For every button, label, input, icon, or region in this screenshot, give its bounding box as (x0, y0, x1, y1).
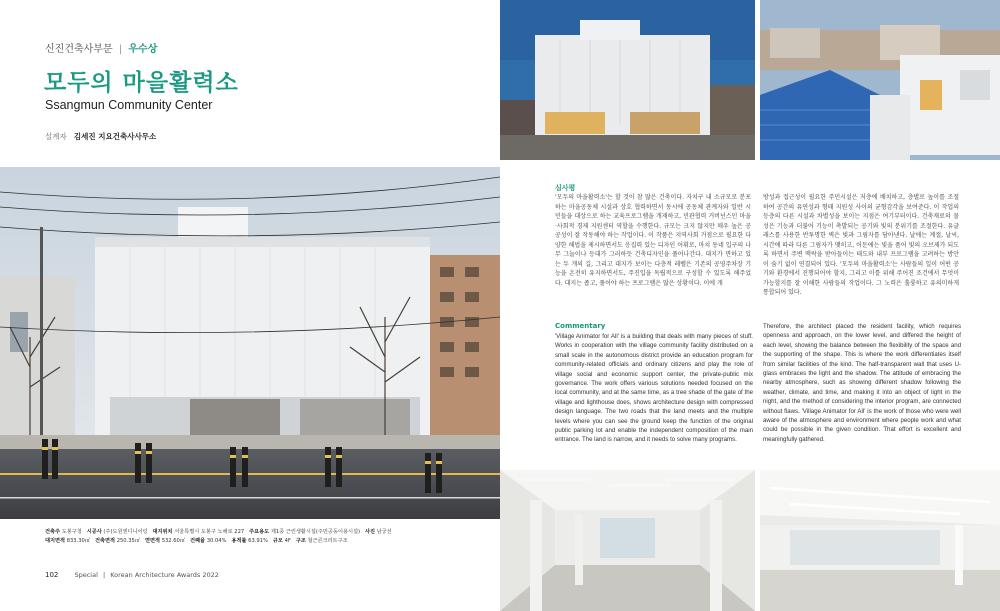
main-exterior-photo (0, 167, 500, 519)
commentary-heading: Commentary (555, 322, 606, 330)
credit-label: 주요용도 (249, 529, 270, 535)
award-text: 우수상 (128, 44, 158, 55)
credit-label: 연면적 (145, 538, 161, 544)
rooftop-view-photo (760, 0, 1000, 160)
credit-value: 4F (284, 538, 291, 544)
credit-label: 대지위치 (152, 529, 173, 535)
credit-label: 건축면적 (95, 538, 116, 544)
credit-value: (주)도원엔디니어링 (103, 529, 148, 535)
credit-value: 63.91% (248, 538, 268, 544)
interior-hall-photo (500, 470, 755, 611)
credit-label: 규모 (272, 538, 283, 544)
credit-value: 남궁선 (376, 529, 392, 535)
architect-label: 설계자 (45, 132, 67, 141)
page-footer (45, 571, 219, 579)
page-subtitle: Ssangmun Community Center (45, 98, 213, 112)
architect-name: 김세진 지요건축사사무소 (73, 132, 157, 141)
review-col2: 방성과 접근성이 필요한 주민시설은 저층에 배치하고, 층별로 높이를 조절하여 공간의 유연성과 형태 지원성 사이의 균형감각을 보여준다. 이 작업의 등층의 다른 시설과 차별성을 보이는 지점은 여기부터이다. 건축재료의 물성은 기능과 더불어 기능이 촉발되는 공기와 빛의 분위기를 조절한다. 유글래스를 사용한 반투명한 벽은 빛과 그림자를 담아낸다. 날에는 계절, 날씨, 시간에 따라 다른 그림자가 맺히고, 어둔에는 빛을 품어 빛의 오브제가 되도록 하면서 주변 맥락을 받아들이는 태도와 내부 프로그램을 고려하는 방안이 숨기 없이 연결되어 있다. '모두의 마을활력소'는 사람들의 일이 어떤 공기와 환경에서 진행되어야 할지, 그리고 이를 위해 주어진 조건에서 무엇이 가능할지를 잘 이해한 사람들의 작업이다. 그 노력은 훌륭하고 유의미하게 통합되어 있다. (763, 194, 959, 296)
dusk-exterior-photo (500, 0, 755, 160)
commentary-col1: 'Village Animator for All' is a building that deals with many pieces of stuff. Works in cooperation with the village community facility distributed on a small scale in the autonomous district provide an education program for community-related officials and ordinary citizens and play the role of village social and economic support center, the private-public mix governance. The work offers various solutions needed focused on the local community, and at the same time, as a tree shade of the gate of the village and lighthouse does, shows architecture design with compressed design language. The two roads that the land meets and the multiple levels where you can see the ground keep the function of the original public parking lot and enable the independent composition of the main entrance. The land is narrow, and it needs to solve many programs. (555, 333, 753, 444)
credit-value: 철근콘크리트구조 (307, 538, 348, 544)
category-text: 신진건축사부문 (45, 44, 113, 55)
credit-value: 833.30㎡ (66, 538, 91, 544)
credit-label: 시공사 (86, 529, 102, 535)
credit-label: 용적률 (231, 538, 247, 544)
credits-line-2 (45, 537, 495, 546)
review-heading: 심사평 (555, 184, 576, 192)
credit-label: 건폐율 (190, 538, 206, 544)
credit-label: 대지면적 (45, 538, 66, 544)
review-col1: '모두의 마을활력소'는 할 것이 참 많은 건축이다. 자치구 내 소규모로 분포하는 마을공동체 시설과 상호 협력하면서 동시에 공동체 관계자와 일반 시민들을 대상으로 하는 교육프로그램을 개재하고, 민관협력 거버넌스인 마을·사회적 경제 지원센터 역할을 수행한다. 규모는 크지 않지만 매우 높은 공공성이 잘 작동해야 하는 작업이다. 이 작품은 지역사회 거점으로 필요한 다양한 해법을 제시하면서도 응집력 있는 디자인 어휘로, 마치 동네 입구의 나무 그늘이나 등대가 그러하듯 건축디자인을 풀어나간다. 대지가 면하고 있는 두 개의 길, 그리고 대지가 보이는 다층적 레벨은 기존의 공영주차장 기능을 온전히 유지하면서도, 주진입을 독립적으로 구성할 수 있도록 해주었다. 대지는 좁고, 풀어야 하는 프로그램은 많은 상황이다. 이에 개 (555, 194, 751, 287)
credit-value: 30.04% (206, 538, 227, 544)
interior-room-photo (760, 470, 1000, 611)
page-title: 모두의 마을활력소 (44, 70, 239, 96)
credit-value: 532.60㎡ (161, 538, 186, 544)
credit-label: 사진 (364, 529, 376, 535)
category-label (45, 40, 157, 55)
credit-label: 구조 (295, 538, 306, 544)
category-divider: | (118, 44, 123, 55)
commentary-col2: Therefore, the architect placed the resident facility, which requires openness and approach, on the lower level, and differed the height of each level, showing the balance between the flexibility of the space and the supporting of the shape. This is where the work differentiates itself from similar facilities of the kind. The half-transparent wall that uses U-glass embraces the light and the shadow. The attitude of embracing the nearby atmosphere, such as showing different shadow following the weather, climate, and time, and making it into an object of light in the night, and the method of considering the interior program, are connected without flaws. 'Village Animator for All' is the work of those who were well aware of the atmosphere and environment where people work and what could be possible in the given condition. That effort is excellent and meaningfully gathered. (763, 323, 961, 443)
footer-publication: Korean Architecture Awards 2022 (110, 571, 219, 579)
credit-value: 제1종 근린생활시설(주민공동이용시설) (270, 529, 361, 535)
project-credits (45, 528, 495, 546)
footer-section: Special (74, 571, 98, 579)
credit-value: 도봉구청 (61, 529, 82, 535)
credit-value: 서울특별시 도봉구 노해로 227 (174, 529, 245, 535)
page-number: 102 (45, 571, 59, 579)
architect-line (45, 131, 156, 142)
credits-line-1 (45, 528, 495, 537)
credit-label: 건축주 (45, 529, 61, 535)
footer-separator: | (102, 571, 106, 579)
credit-value: 250.35㎡ (116, 538, 141, 544)
